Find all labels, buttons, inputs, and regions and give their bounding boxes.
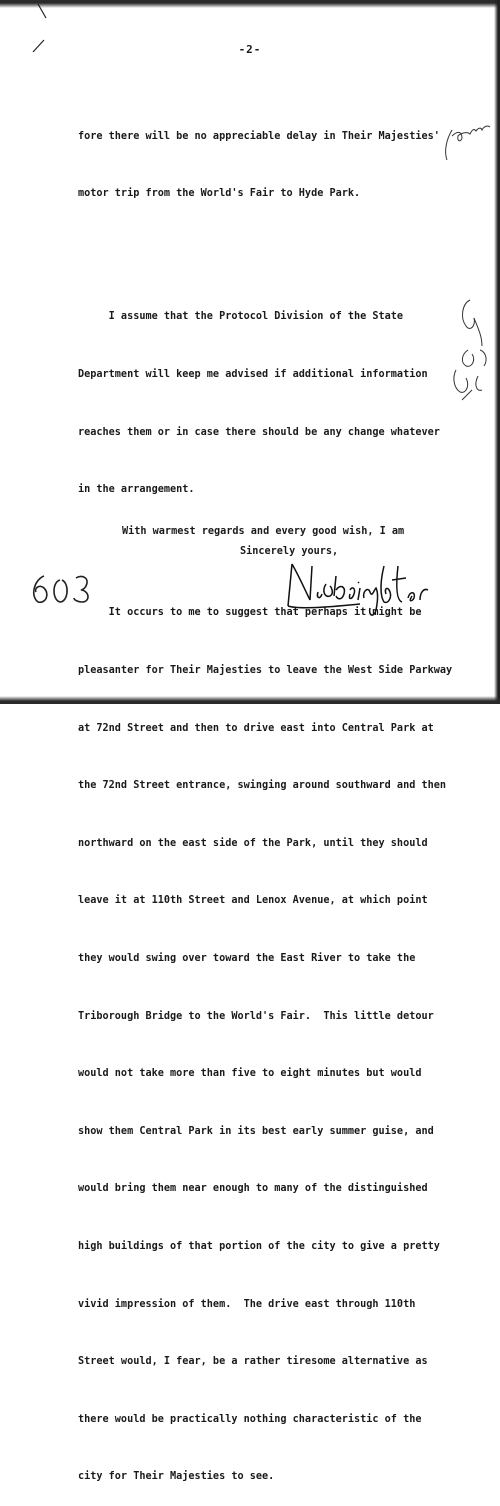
body-line: reaches them or in case there should be any change whatever [78, 426, 440, 438]
closing-line: With warmest regards and every good wish, I am [122, 526, 405, 537]
body-line: the 72nd Street entrance, swinging around southward and then [78, 780, 447, 792]
body-line: Department will keep me advised if additional information [78, 369, 428, 380]
body-line: northward on the east side of the Park, until they should [78, 837, 428, 849]
body-line: vivid impression of them. The drive east through 110th [78, 1298, 416, 1310]
page-number: -2- [238, 43, 262, 56]
body-line: in the arrangement. [78, 484, 195, 496]
body-line: there would be practically nothing characteristic of the [78, 1413, 422, 1425]
good-annotation [454, 300, 486, 400]
signoff-line: Sincerely yours, [240, 546, 339, 557]
body-line: motor trip from the World's Fair to Hyde Park. [78, 188, 361, 200]
body-line: fore there will be no appreciable delay in Their Majesties' [78, 130, 440, 142]
body-line: would not take more than five to eight minutes but would [78, 1068, 422, 1080]
body-line: Triborough Bridge to the World's Fair. This little detour [78, 1010, 434, 1022]
body-line: Street would, I fear, be a rather tiresome alternative as [78, 1356, 428, 1368]
body-line: would bring them near enough to many of the distinguished [78, 1183, 428, 1195]
body-line: pleasanter for Their Majesties to leave the West Side Parkway [78, 664, 453, 676]
signature [288, 564, 428, 615]
body-line: they would swing over toward the East River to take the [78, 952, 416, 964]
body-line: leave it at 110th Street and Lenox Avenue, at which point [78, 895, 428, 907]
body-line: show them Central Park in its best early summer guise, and [78, 1125, 434, 1137]
body-line: at 72nd Street and then to drive east into Central Park at [78, 722, 434, 734]
handwritten-marks [0, 0, 500, 704]
body-line: high buildings of that portion of the city to give a pretty [78, 1240, 440, 1252]
body-line: city for Their Majesties to see. [78, 1471, 275, 1483]
left-margin-number [34, 576, 88, 602]
top-left-stroke [33, 4, 46, 52]
confirm-annotation [446, 126, 490, 160]
body-line: I assume that the Protocol Division of the State [78, 311, 404, 323]
body-line: It occurs to me to suggest that perhaps it might be [78, 607, 422, 619]
